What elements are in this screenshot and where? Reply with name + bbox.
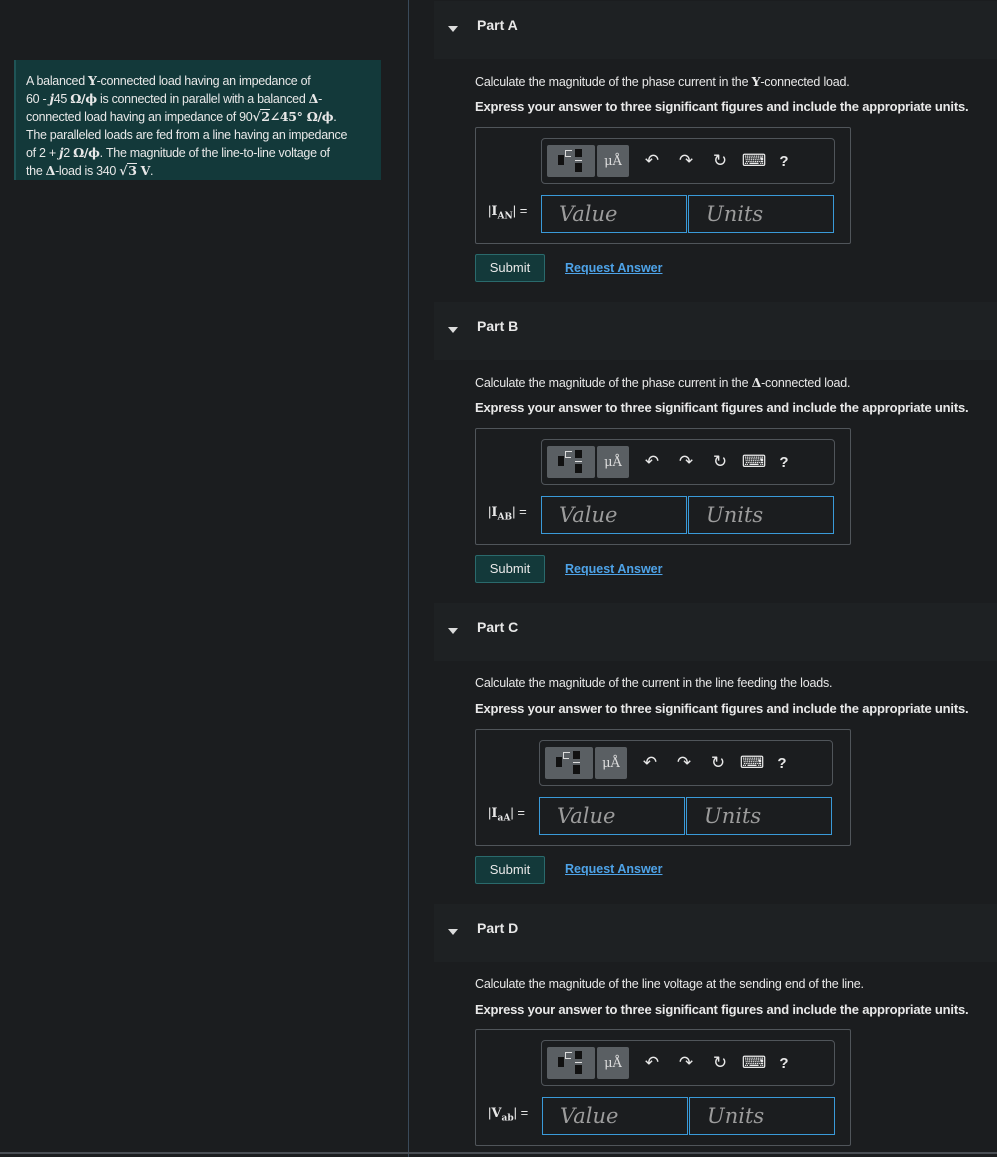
part-b-question: Calculate the magnitude of the phase current in the Δ-connected load. (475, 375, 851, 390)
undo-icon[interactable]: ↶ (644, 151, 660, 170)
collapse-triangle-icon[interactable] (448, 929, 458, 935)
redo-icon[interactable]: ↷ (678, 151, 694, 170)
part-c-instruction: Express your answer to three significant figures and include the appropriate units. (475, 701, 969, 716)
help-icon[interactable]: ? (779, 152, 789, 170)
collapse-triangle-icon[interactable] (448, 628, 458, 634)
reset-icon[interactable]: ↻ (710, 753, 726, 772)
math-toolbar (541, 439, 835, 485)
units-icon[interactable]: μÅ (595, 747, 627, 779)
submit-button[interactable]: Submit (475, 555, 545, 583)
value-input[interactable]: Value (541, 496, 687, 534)
templates-icon[interactable] (547, 446, 595, 478)
keyboard-icon[interactable]: ⌨ (741, 452, 767, 471)
units-input[interactable]: Units (688, 496, 834, 534)
undo-icon[interactable]: ↶ (642, 753, 658, 772)
units-input[interactable]: Units (686, 797, 832, 835)
part-d-header[interactable] (434, 904, 997, 962)
answer-label: $|I_{aA}|$ = (488, 805, 525, 824)
submit-button[interactable]: Submit (475, 254, 545, 282)
templates-icon[interactable] (545, 747, 593, 779)
reset-icon[interactable]: ↻ (712, 151, 728, 170)
part-d-question: Calculate the magnitude of the line voltage at the sending end of the line. (475, 977, 864, 991)
value-input[interactable]: Value (542, 1097, 688, 1135)
part-d-instruction: Express your answer to three significant figures and include the appropriate units. (475, 1002, 969, 1017)
part-title: Part B (477, 318, 519, 334)
math-toolbar (539, 740, 833, 786)
collapse-triangle-icon[interactable] (448, 327, 458, 333)
undo-icon[interactable]: ↶ (644, 452, 660, 471)
keyboard-icon[interactable]: ⌨ (741, 151, 767, 170)
undo-icon[interactable]: ↶ (644, 1053, 660, 1072)
units-input[interactable]: Units (689, 1097, 835, 1135)
part-title: Part D (477, 920, 519, 936)
part-b-instruction: Express your answer to three significant figures and include the appropriate units. (475, 400, 969, 415)
answer-label: $|I_{AN}|$ = (488, 203, 528, 222)
bottom-border (0, 1152, 997, 1154)
column-divider (408, 0, 409, 1157)
units-icon[interactable]: μÅ (597, 446, 629, 478)
part-title: Part A (477, 17, 518, 33)
answer-label: $|V_{ab}|$ = (488, 1105, 529, 1124)
units-icon[interactable]: μÅ (597, 145, 629, 177)
part-c-question: Calculate the magnitude of the current in the line feeding the loads. (475, 676, 833, 690)
reset-icon[interactable]: ↻ (712, 452, 728, 471)
math-toolbar (541, 1040, 835, 1086)
help-icon[interactable]: ? (779, 453, 789, 471)
help-icon[interactable]: ? (779, 1054, 789, 1072)
part-a-answer-box (475, 127, 851, 244)
part-c-header[interactable] (434, 603, 997, 661)
units-icon[interactable]: μÅ (597, 1047, 629, 1079)
redo-icon[interactable]: ↷ (676, 753, 692, 772)
redo-icon[interactable]: ↷ (678, 452, 694, 471)
request-answer-link[interactable]: Request Answer (565, 562, 663, 576)
problem-statement: A balanced Y-connected load having an impedance of 60 - j45 Ω/ϕ is connected in parallel with a balanced Δ- connected load having an impedance of 90√2∠45° Ω/ϕ. The paralleled loads are fed from a line having an impedance of 2 + j2 Ω/ϕ. The magnitude of the line-to-line voltage of the Δ-load is 340 √3 V. (14, 60, 381, 180)
redo-icon[interactable]: ↷ (678, 1053, 694, 1072)
part-c-answer-box (475, 729, 851, 846)
part-a-header[interactable] (434, 1, 997, 59)
reset-icon[interactable]: ↻ (712, 1053, 728, 1072)
value-input[interactable]: Value (539, 797, 685, 835)
keyboard-icon[interactable]: ⌨ (739, 753, 765, 772)
part-b-header[interactable] (434, 302, 997, 360)
submit-button[interactable]: Submit (475, 856, 545, 884)
templates-icon[interactable] (547, 1047, 595, 1079)
keyboard-icon[interactable]: ⌨ (741, 1053, 767, 1072)
help-icon[interactable]: ? (777, 754, 787, 772)
templates-icon[interactable] (547, 145, 595, 177)
answer-label: $|I_{AB}|$ = (488, 504, 527, 523)
collapse-triangle-icon[interactable] (448, 26, 458, 32)
request-answer-link[interactable]: Request Answer (565, 261, 663, 275)
part-title: Part C (477, 619, 519, 635)
value-input[interactable]: Value (541, 195, 687, 233)
part-d-answer-box (475, 1029, 851, 1146)
units-input[interactable]: Units (688, 195, 834, 233)
part-b-answer-box (475, 428, 851, 545)
request-answer-link[interactable]: Request Answer (565, 862, 663, 876)
math-toolbar (541, 138, 835, 184)
part-a-question: Calculate the magnitude of the phase current in the Y-connected load. (475, 74, 850, 89)
part-a-instruction: Express your answer to three significant figures and include the appropriate units. (475, 99, 969, 114)
